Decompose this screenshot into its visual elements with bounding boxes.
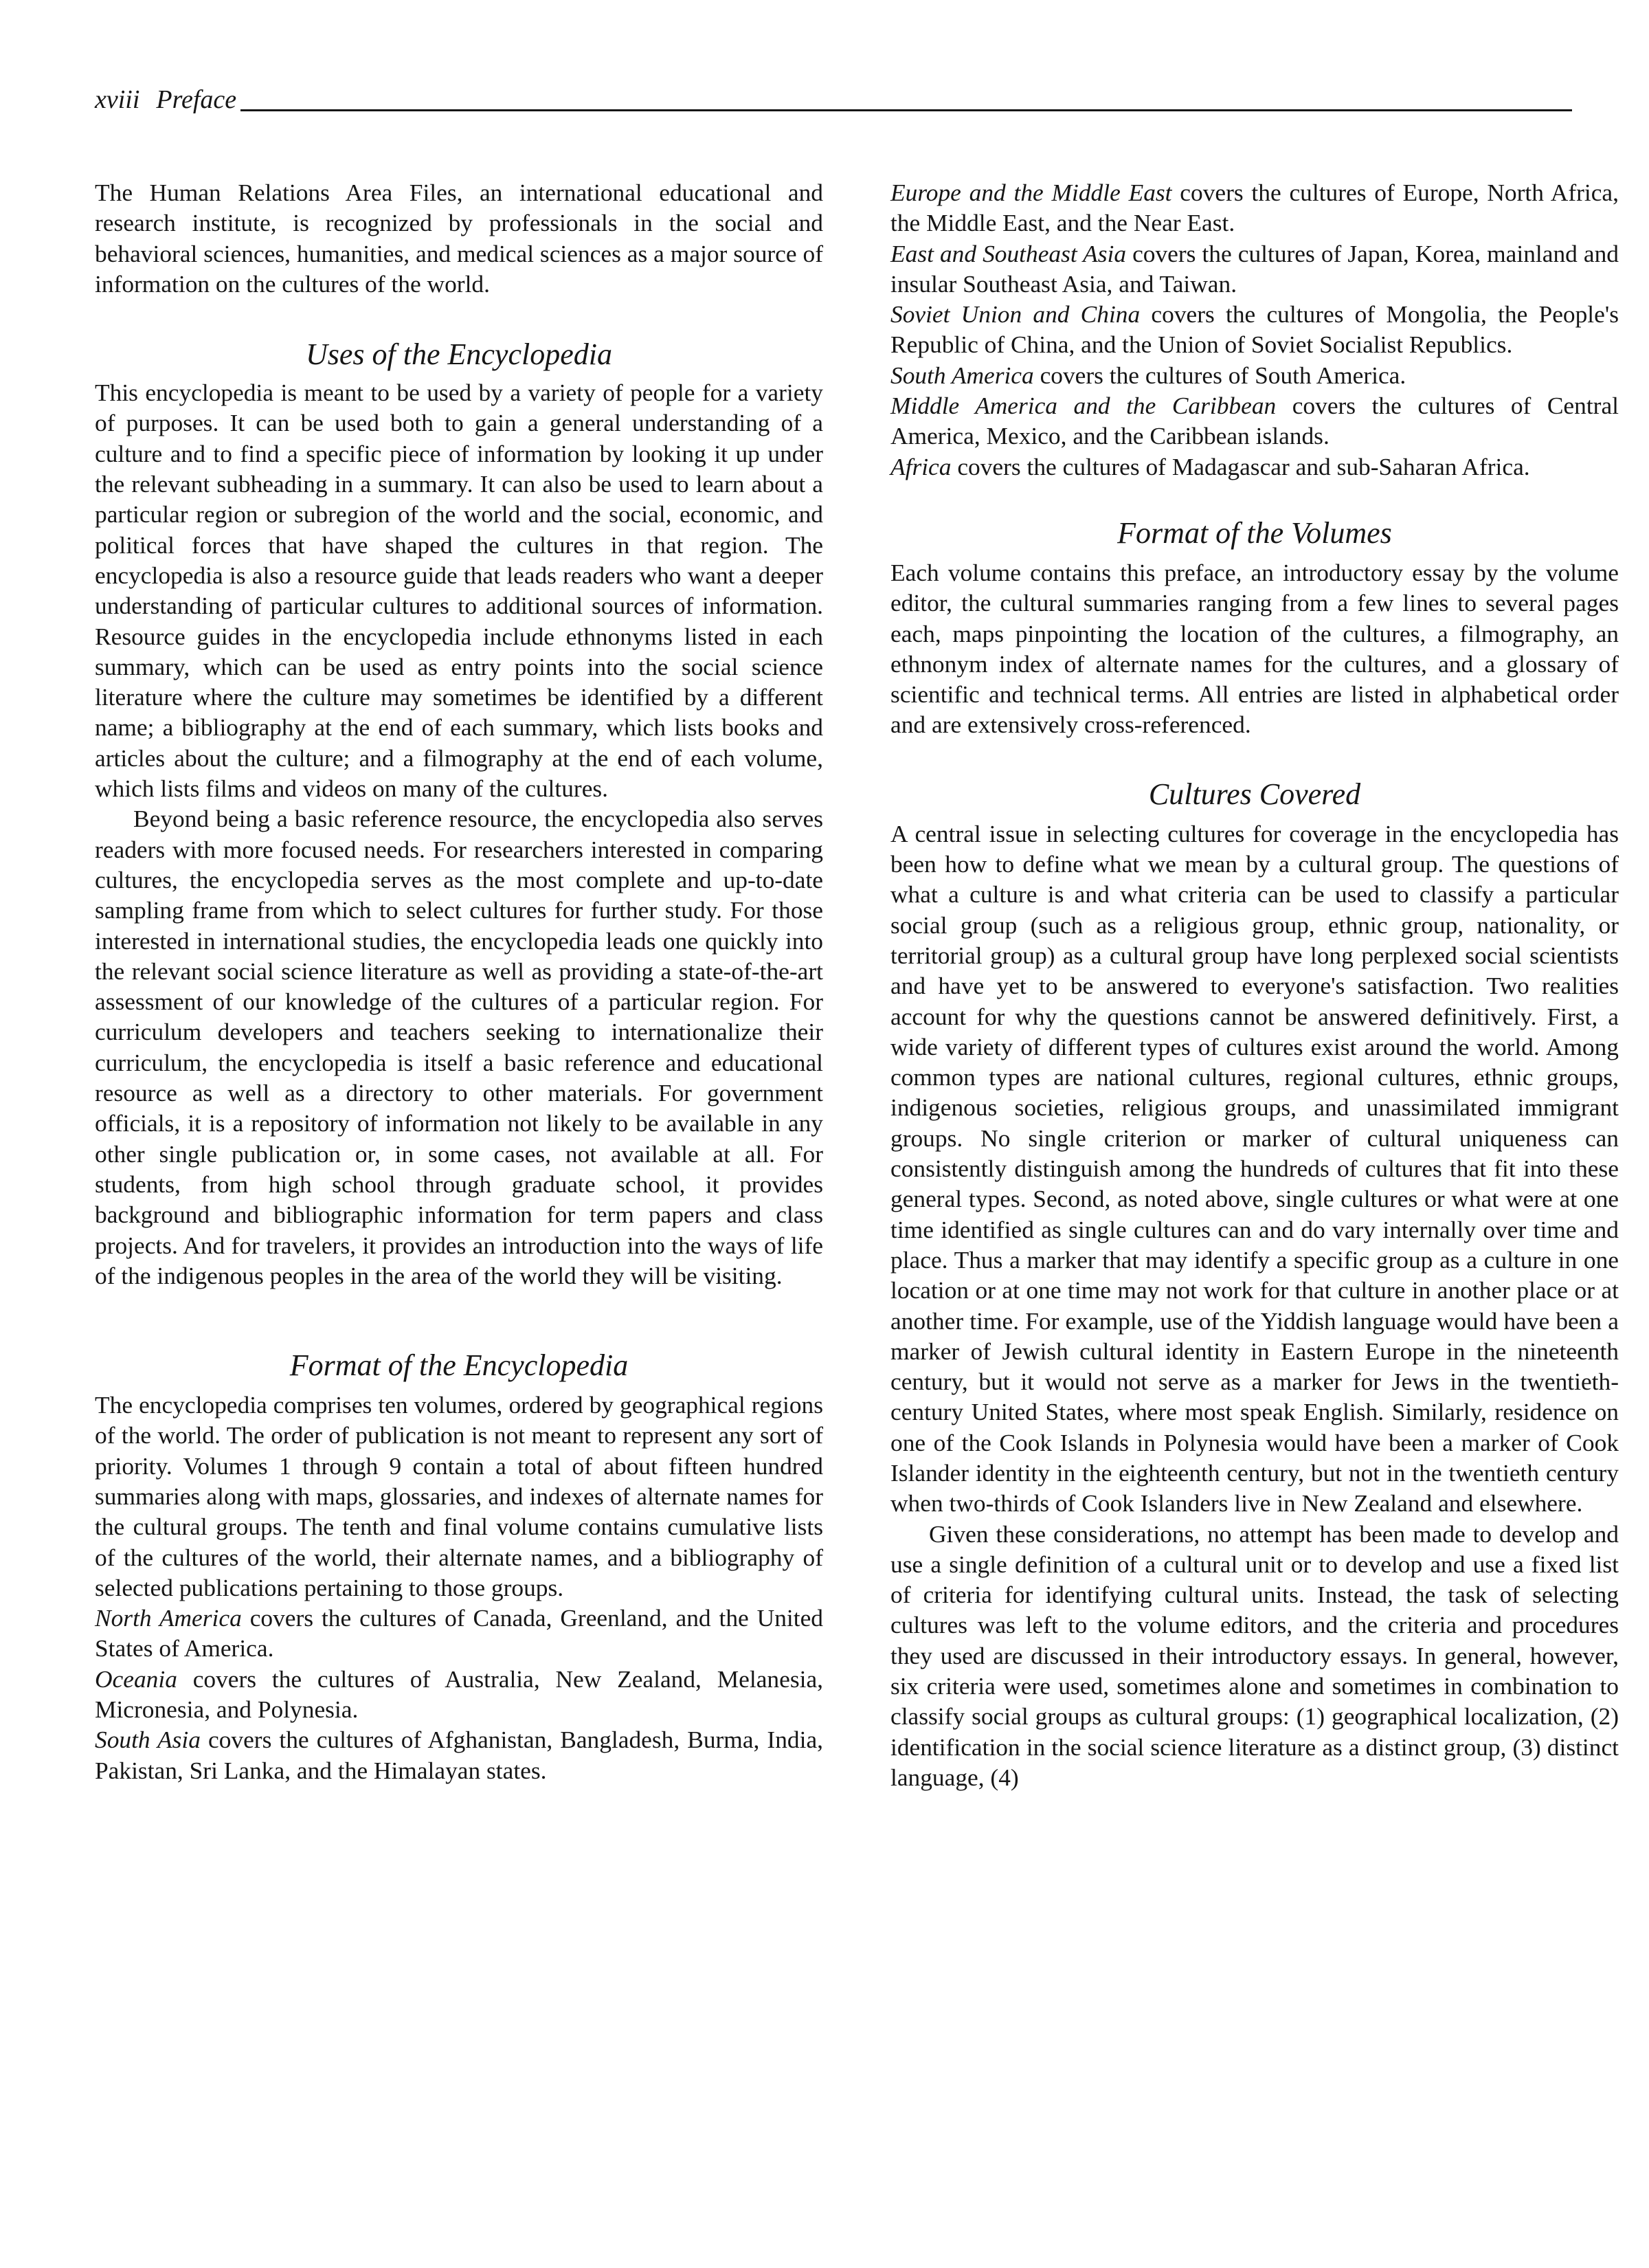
volumes-paragraph-1: Each volume contains this preface, an introductory essay by the volume editor, the cultural summaries ranging from a few lines to several pages each, maps pinpointing the location of the cultures, a filmography, an ethnonym index of alternate names for the cultures, and a glossary of scientific and technical terms. All entries are listed in alphabetical order and are extensively cross-referenced. <box>890 558 1619 739</box>
region-name: East and Southeast Asia <box>890 239 1127 267</box>
region-name: Africa <box>890 452 952 480</box>
format-paragraph-1: The encyclopedia comprises ten volumes, ordered by geographical regions of the world. The order of publication is not meant to represent any sort of priority. Volumes 1 through 9 contain a total of about fifteen hundred summaries along with maps, glossaries, and indexes of alternate names for the cultural groups. The tenth and final volume contains cumulative lists of the cultures of the world, their alternate names, and a bibliography of selected publications pertaining to those groups. <box>95 1391 823 1601</box>
section-heading-format-encyclopedia: Format of the Encyclopedia <box>289 1348 629 1383</box>
region-name: Soviet Union and China <box>890 300 1141 329</box>
region-name: North America <box>95 1604 242 1632</box>
section-heading-uses: Uses of the Encyclopedia <box>306 337 612 372</box>
region-description: covers the cultures of Japan, Korea, mainland and insular Southeast Asia, and Taiwan. <box>890 239 1619 298</box>
region-entry-south-america <box>890 360 1619 390</box>
region-description: covers the cultures of Mongolia, the People's Republic of China, and the Union of Soviet Socialist Republics. <box>890 300 1619 359</box>
section-heading-cultures-covered: Cultures Covered <box>1148 777 1361 811</box>
region-description: covers the cultures of South America. <box>1033 361 1406 389</box>
cultures-paragraph-2: Given these considerations, no attempt has been made to develop and use a single definition of a cultural unit or to develop and use a fixed list of criteria for identifying cultural units. Instead, the task of selecting cultures was left to the volume editors, and the criteria and procedures they used are discussed in their introductory essays. In general, however, six criteria were used, sometimes alone and sometimes in combination to classify social groups as cultural groups: (1) geographical localization, (2) identification in the social science literature as a distinct group, (3) distinct language, (4) <box>890 1520 1619 1791</box>
region-entry-middle-america-caribbean <box>890 390 1619 452</box>
region-name: South America <box>890 361 1034 389</box>
region-description: covers the cultures of Australia, New Zealand, Melanesia, Micronesia, and Polynesia. <box>95 1665 823 1724</box>
region-entry-south-asia <box>95 1724 823 1786</box>
region-entry-soviet-union-china <box>890 299 1619 360</box>
page-number: xviii <box>95 85 140 114</box>
region-entry-africa <box>890 452 1619 482</box>
region-name: Oceania <box>95 1665 177 1693</box>
uses-paragraph-2: Beyond being a basic reference resource, the encyclopedia also serves readers with more focused needs. For researchers interested in comparing cultures, the encyclopedia serves as the most complete and up-to-date sampling frame from which to select cultures for further study. For those interested in international studies, the encyclopedia leads one quickly into the relevant social science literature as well as providing a state-of-the-art assessment of our knowledge of the cultures of a particular region. For curriculum developers and teachers seeking to internationalize their curriculum, the encyclopedia is itself a basic reference and educational resource as well as a directory to other materials. For government officials, it is a repository of information not likely to be available in any other single publication or, in some cases, not available at all. For students, from high school through graduate school, it provides background and bibliographic information for term papers and class projects. And for travelers, it provides an introduction into the ways of life of the indigenous peoples in the area of the world they will be visiting. <box>95 805 823 1289</box>
section-heading-format-volumes: Format of the Volumes <box>1117 515 1392 550</box>
region-description: covers the cultures of Europe, North Africa, the Middle East, and the Near East. <box>890 179 1619 237</box>
region-name: Middle America and the Caribbean <box>890 392 1277 420</box>
left-column <box>95 177 823 1786</box>
running-head: Preface <box>156 85 237 114</box>
region-description: covers the cultures of Central America, Mexico, and the Caribbean islands. <box>890 392 1619 450</box>
intro-paragraph: The Human Relations Area Files, an international educational and research institute, is recognized by professionals in the social and behavioral sciences, humanities, and medical sciences as a major source of information on the cultures of the world. <box>95 179 823 298</box>
region-description: covers the cultures of Canada, Greenland, and the United States of America. <box>95 1604 823 1663</box>
region-description: covers the cultures of Afghanistan, Bangladesh, Burma, India, Pakistan, Sri Lanka, and the Himalayan states. <box>95 1726 823 1784</box>
right-column <box>890 177 1619 1792</box>
page-header <box>95 74 1572 115</box>
cultures-paragraph-1: A central issue in selecting cultures for coverage in the encyclopedia has been how to define what we mean by a cultural group. The questions of what a culture is and what criteria can be used to classify a particular social group (such as a religious group, ethnic group, nationality, or territorial group) as a cultural group have long perplexed social scientists and have yet to be answered to everyone's satisfaction. Two realities account for why the questions cannot be answered definitively. First, a wide variety of different types of cultures exist around the world. Among common types are national cultures, regional cultures, ethnic groups, indigenous societies, religious groups, and unassimilated immigrant groups. No single criterion or marker of cultural uniqueness can consistently distinguish among the hundreds of cultures that fit into these general types. Second, as noted above, single cultures or what were at one time identified as single cultures can and do vary internally over time and place. Thus a marker that may identify a specific group as a culture in one location or at one time may not work for that culture in another place or at another time. For example, use of the Yiddish language would have been a marker of Jewish cultural identity in Eastern Europe in the nineteenth century, but it would not serve as a marker for Jews in the twentieth-century United States, where most speak English. Similarly, residence on one of the Cook Islands in Polynesia would have been a marker of Cook Islander identity in the eighteenth century, but not in the twentieth century when two-thirds of Cook Islanders live in New Zealand and elsewhere. <box>890 819 1619 1517</box>
region-entry-oceania <box>95 1664 823 1725</box>
region-description: covers the cultures of Madagascar and sub-Saharan Africa. <box>951 452 1530 480</box>
region-name: South Asia <box>95 1726 201 1754</box>
uses-paragraph-1: This encyclopedia is meant to be used by a variety of people for a variety of purposes. It can be used both to gain a general understanding of a culture and to find a specific piece of information by looking it up under the relevant subheading in a summary. It can also be used to learn about a particular region or subregion of the world and the social, economic, and political forces that have shaped the cultures in that region. The encyclopedia is also a resource guide that leads readers who want a deeper understanding of particular cultures to additional sources of information. Resource guides in the encyclopedia include ethnonyms listed in each summary, which can be used as entry points into the social science literature where the culture may sometimes be identified by a different name; a bibliography at the end of each summary, which lists books and articles about the culture; and a filmography at the end of each volume, which lists films and videos on many of the cultures. <box>95 379 823 803</box>
region-entry-north-america <box>95 1603 823 1664</box>
header-rule <box>240 109 1572 111</box>
region-name: Europe and the Middle East <box>890 179 1172 206</box>
region-entry-europe-middle-east <box>890 177 1619 238</box>
region-entry-east-southeast-asia <box>890 238 1619 300</box>
